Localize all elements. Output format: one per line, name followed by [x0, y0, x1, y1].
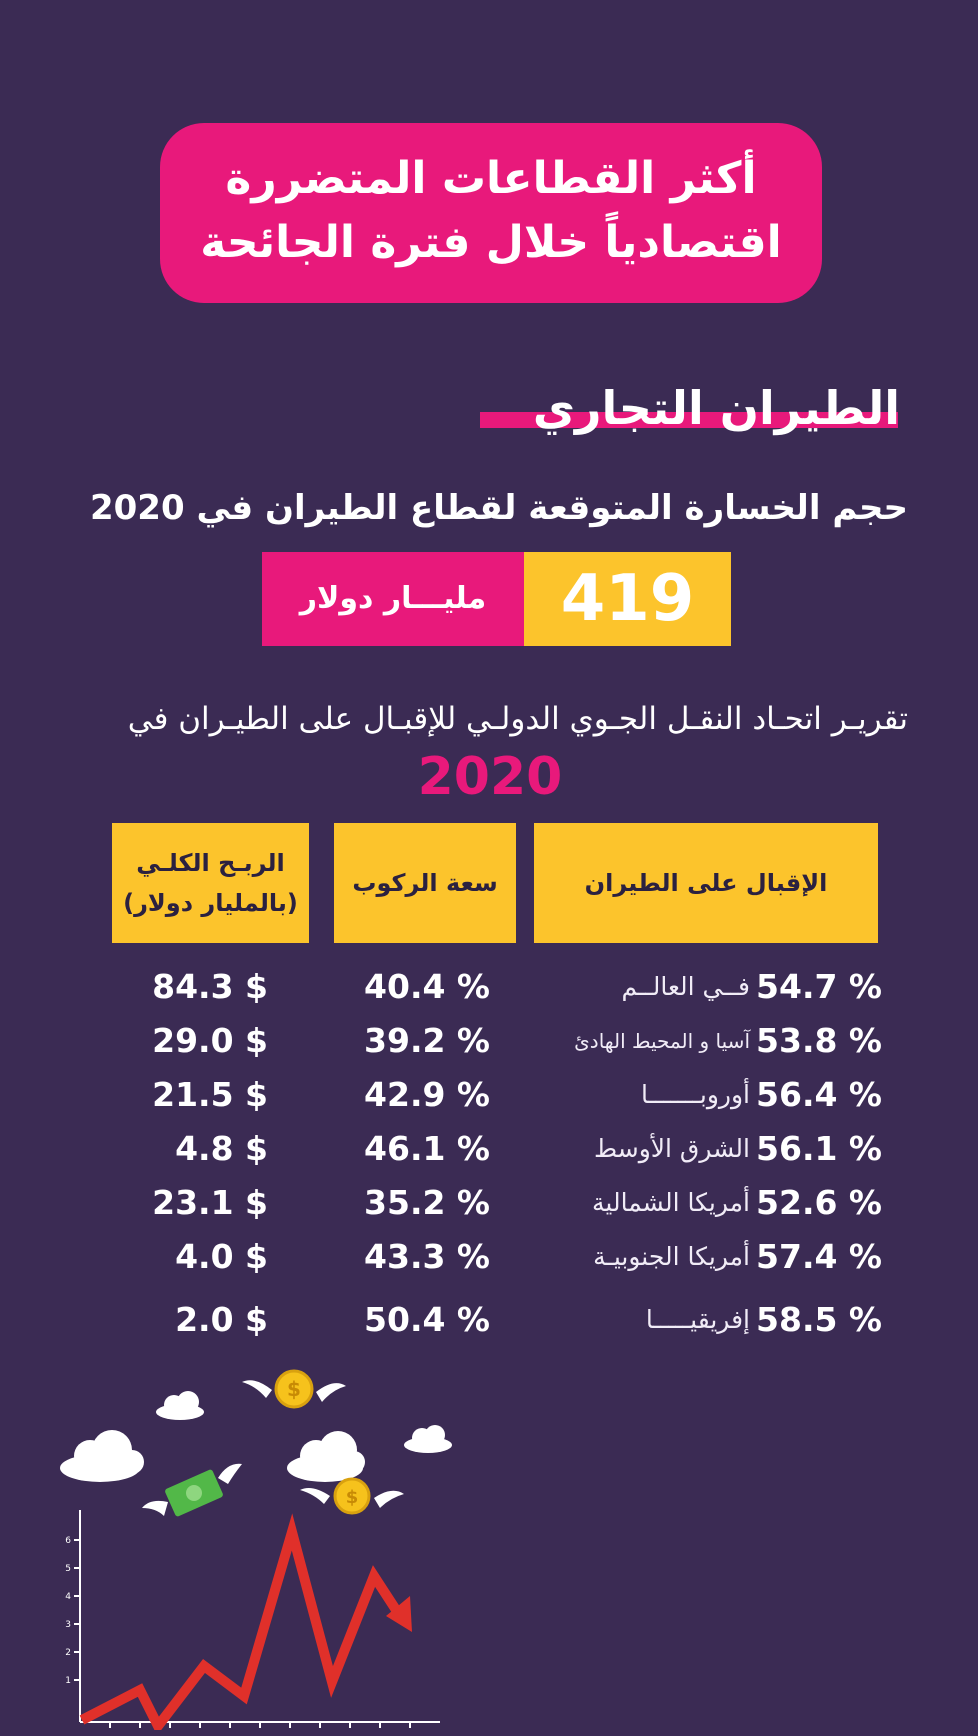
trend-line	[82, 1532, 400, 1726]
axis-tick-label: 3	[65, 1620, 71, 1630]
capacity-value: 39.2 %	[364, 1021, 490, 1060]
capacity-value: 50.4 %	[364, 1300, 490, 1339]
title-line-2: اقتصادياً خلال فترة الجائحة	[200, 217, 782, 268]
profit-value: 4.0 $	[175, 1237, 268, 1276]
table-row	[0, 1293, 978, 1347]
axis-tick-label: 6	[65, 1536, 71, 1546]
demand-value: 57.4 %	[756, 1237, 882, 1276]
header-profit-line1: الربـح الكلـي	[136, 849, 285, 877]
capacity-value: 46.1 %	[364, 1129, 490, 1168]
profit-value: 4.8 $	[175, 1129, 268, 1168]
axis-tick-label: 5	[65, 1564, 71, 1574]
header-profit-line2: (بالمليار دولار)	[123, 889, 298, 917]
flying-money-icon	[142, 1464, 242, 1518]
section-title: الطيران التجاري	[532, 381, 900, 435]
cloud-icon	[287, 1431, 365, 1482]
header-capacity: سعة الركوب	[334, 823, 516, 943]
title-line-1: أكثر القطاعات المتضررة	[225, 153, 757, 204]
cloud-icon	[60, 1430, 144, 1482]
demand-value: 56.4 %	[756, 1075, 882, 1114]
loss-value: 419	[524, 552, 731, 646]
region-label: أمريكا الجنوبيـة	[593, 1242, 750, 1271]
demand-value: 54.7 %	[756, 967, 882, 1006]
table-row	[0, 1230, 978, 1284]
profit-value: 2.0 $	[175, 1300, 268, 1339]
demand-value: 58.5 %	[756, 1300, 882, 1339]
capacity-value: 42.9 %	[364, 1075, 490, 1114]
demand-value: 56.1 %	[756, 1129, 882, 1168]
capacity-value: 43.3 %	[364, 1237, 490, 1276]
capacity-value: 40.4 %	[364, 967, 490, 1006]
profit-value: 29.0 $	[152, 1021, 268, 1060]
svg-text:$: $	[287, 1377, 301, 1401]
profit-value: 84.3 $	[152, 967, 268, 1006]
region-label: أمريكا الشمالية	[592, 1188, 750, 1217]
capacity-value: 35.2 %	[364, 1183, 490, 1222]
loss-unit: مليـــار دولار	[262, 552, 524, 646]
header-demand: الإقبال على الطيران	[534, 823, 878, 943]
region-label: فــي العالــم	[621, 972, 750, 1001]
axis-tick-label: 2	[65, 1648, 71, 1658]
title-banner	[160, 123, 822, 303]
svg-text:$: $	[345, 1487, 359, 1508]
header-profit	[112, 823, 309, 943]
axis-tick-label: 1	[65, 1676, 71, 1686]
region-label: أوروبـــــــا	[640, 1080, 750, 1109]
loss-subtitle: حجم الخسارة المتوقعة لقطاع الطيران في 2020	[89, 488, 908, 528]
axis-tick-label: 4	[65, 1592, 71, 1602]
cloud-icon	[156, 1391, 204, 1420]
profit-value: 23.1 $	[152, 1183, 268, 1222]
table-row	[0, 960, 978, 1014]
flying-coin-icon	[242, 1371, 346, 1407]
profit-value: 21.5 $	[152, 1075, 268, 1114]
table-row	[0, 1176, 978, 1230]
falling-chart-illustration	[40, 1350, 480, 1730]
demand-value: 53.8 %	[756, 1021, 882, 1060]
region-label: إفريقيـــــا	[645, 1305, 750, 1334]
report-year: 2020	[417, 747, 563, 807]
table-row	[0, 1068, 978, 1122]
region-label: الشرق الأوسط	[594, 1134, 750, 1163]
cloud-icon	[404, 1425, 452, 1453]
report-text: تقريـر اتحـاد النقـل الجـوي الدولـي للإقبـال على الطيـران في	[127, 701, 908, 737]
region-label: آسيا و المحيط الهادئ	[574, 1029, 750, 1053]
table-row	[0, 1014, 978, 1068]
demand-value: 52.6 %	[756, 1183, 882, 1222]
flying-coin-icon	[300, 1479, 404, 1513]
table-row	[0, 1122, 978, 1176]
